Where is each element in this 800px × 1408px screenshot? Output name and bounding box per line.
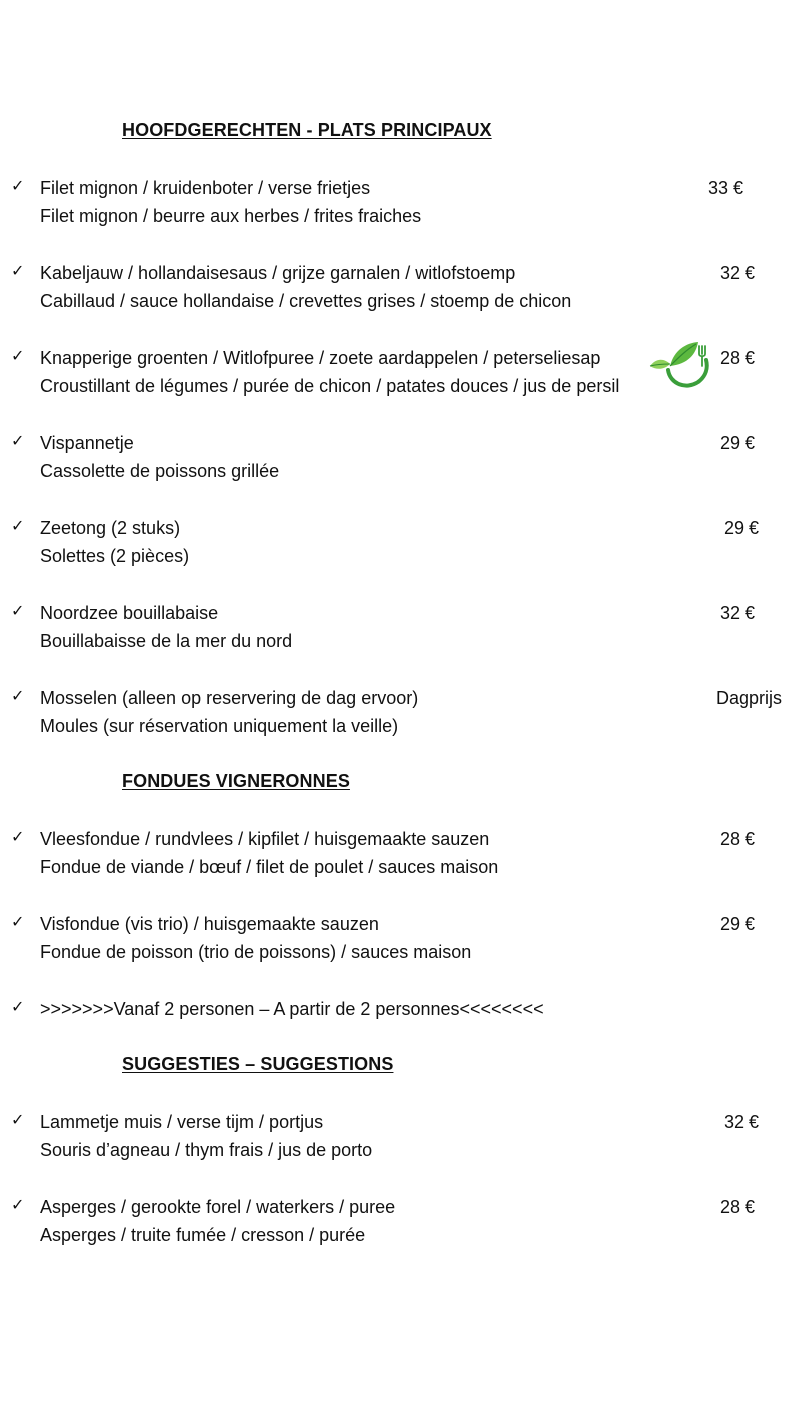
dish-name-fr: Fondue de viande / bœuf / filet de poulet / sauces maison xyxy=(40,857,499,877)
dish-price: 28 € xyxy=(720,1197,756,1217)
dish-name-fr: Bouillabaisse de la mer du nord xyxy=(40,631,293,651)
dish-name-fr: Fondue de poisson (trio de poissons) / sauces maison xyxy=(40,942,472,962)
dish-name-nl: Kabeljauw / hollandaisesaus / grijze garnalen / witlofstoemp xyxy=(40,263,516,283)
dish-name-fr: Asperges / truite fumée / cresson / purée xyxy=(40,1225,366,1245)
dish-price: 28 € xyxy=(720,348,756,368)
dish-name-nl: Filet mignon / kruidenboter / verse frietjes xyxy=(40,178,371,198)
dish-name-fr: Cabillaud / sauce hollandaise / crevettes grises / stoemp de chicon xyxy=(40,291,572,311)
dish-price: 29 € xyxy=(724,518,760,538)
dish-price: Dagprijs xyxy=(716,688,783,708)
dish-price: 32 € xyxy=(724,1112,760,1132)
dish-name-fr: Croustillant de légumes / purée de chicon / patates douces / jus de persil xyxy=(40,376,620,396)
dish-price: 29 € xyxy=(720,914,756,934)
dish-price: 33 € xyxy=(708,178,744,198)
dish-name-nl: Knapperige groenten / Witlofpuree / zoete aardappelen / peterseliesap xyxy=(40,348,601,368)
dish-name-fr: Cassolette de poissons grillée xyxy=(40,461,280,481)
check-icon: ✓ xyxy=(11,516,25,535)
check-icon: ✓ xyxy=(11,997,25,1016)
vegetarian-leaf-fork-icon xyxy=(648,340,710,390)
dish-name-fr: Filet mignon / beurre aux herbes / frites fraiches xyxy=(40,206,422,226)
check-icon: ✓ xyxy=(11,601,25,620)
dish-name-fr: Souris d’agneau / thym frais / jus de porto xyxy=(40,1140,373,1160)
check-icon: ✓ xyxy=(11,261,25,280)
dish-name-fr: Moules (sur réservation uniquement la veille) xyxy=(40,716,399,736)
check-icon: ✓ xyxy=(11,1110,25,1129)
check-icon: ✓ xyxy=(11,431,25,450)
dish-name-nl: Noordzee bouillabaise xyxy=(40,603,219,623)
dish-name-nl: Visfondue (vis trio) / huisgemaakte sauzen xyxy=(40,914,379,934)
check-icon: ✓ xyxy=(11,827,25,846)
dish-price: 29 € xyxy=(720,433,756,453)
section-title-fondues: FONDUES VIGNERONNES xyxy=(122,771,350,791)
section-title-suggestions: SUGGESTIES – SUGGESTIONS xyxy=(122,1054,394,1074)
dish-name-nl: Vleesfondue / rundvlees / kipfilet / huisgemaakte sauzen xyxy=(40,829,490,849)
dish-price: 32 € xyxy=(720,603,756,623)
dish-name-nl: Lammetje muis / verse tijm / portjus xyxy=(40,1112,324,1132)
dish-name-nl: Vispannetje xyxy=(40,433,134,453)
section-title-main: HOOFDGERECHTEN - PLATS PRINCIPAUX xyxy=(122,120,492,140)
dish-price: 32 € xyxy=(720,263,756,283)
dish-name-nl: Zeetong (2 stuks) xyxy=(40,518,181,538)
dish-price: 28 € xyxy=(720,829,756,849)
check-icon: ✓ xyxy=(11,176,25,195)
dish-name-fr: Solettes (2 pièces) xyxy=(40,546,190,566)
check-icon: ✓ xyxy=(11,346,25,365)
check-icon: ✓ xyxy=(11,1195,25,1214)
check-icon: ✓ xyxy=(11,686,25,705)
check-icon: ✓ xyxy=(11,912,25,931)
dish-name-nl: Asperges / gerookte forel / waterkers / puree xyxy=(40,1197,396,1217)
fondue-minimum-note: >>>>>>>Vanaf 2 personen – A partir de 2 personnes<<<<<<<< xyxy=(40,999,544,1019)
dish-name-nl: Mosselen (alleen op reservering de dag ervoor) xyxy=(40,688,419,708)
